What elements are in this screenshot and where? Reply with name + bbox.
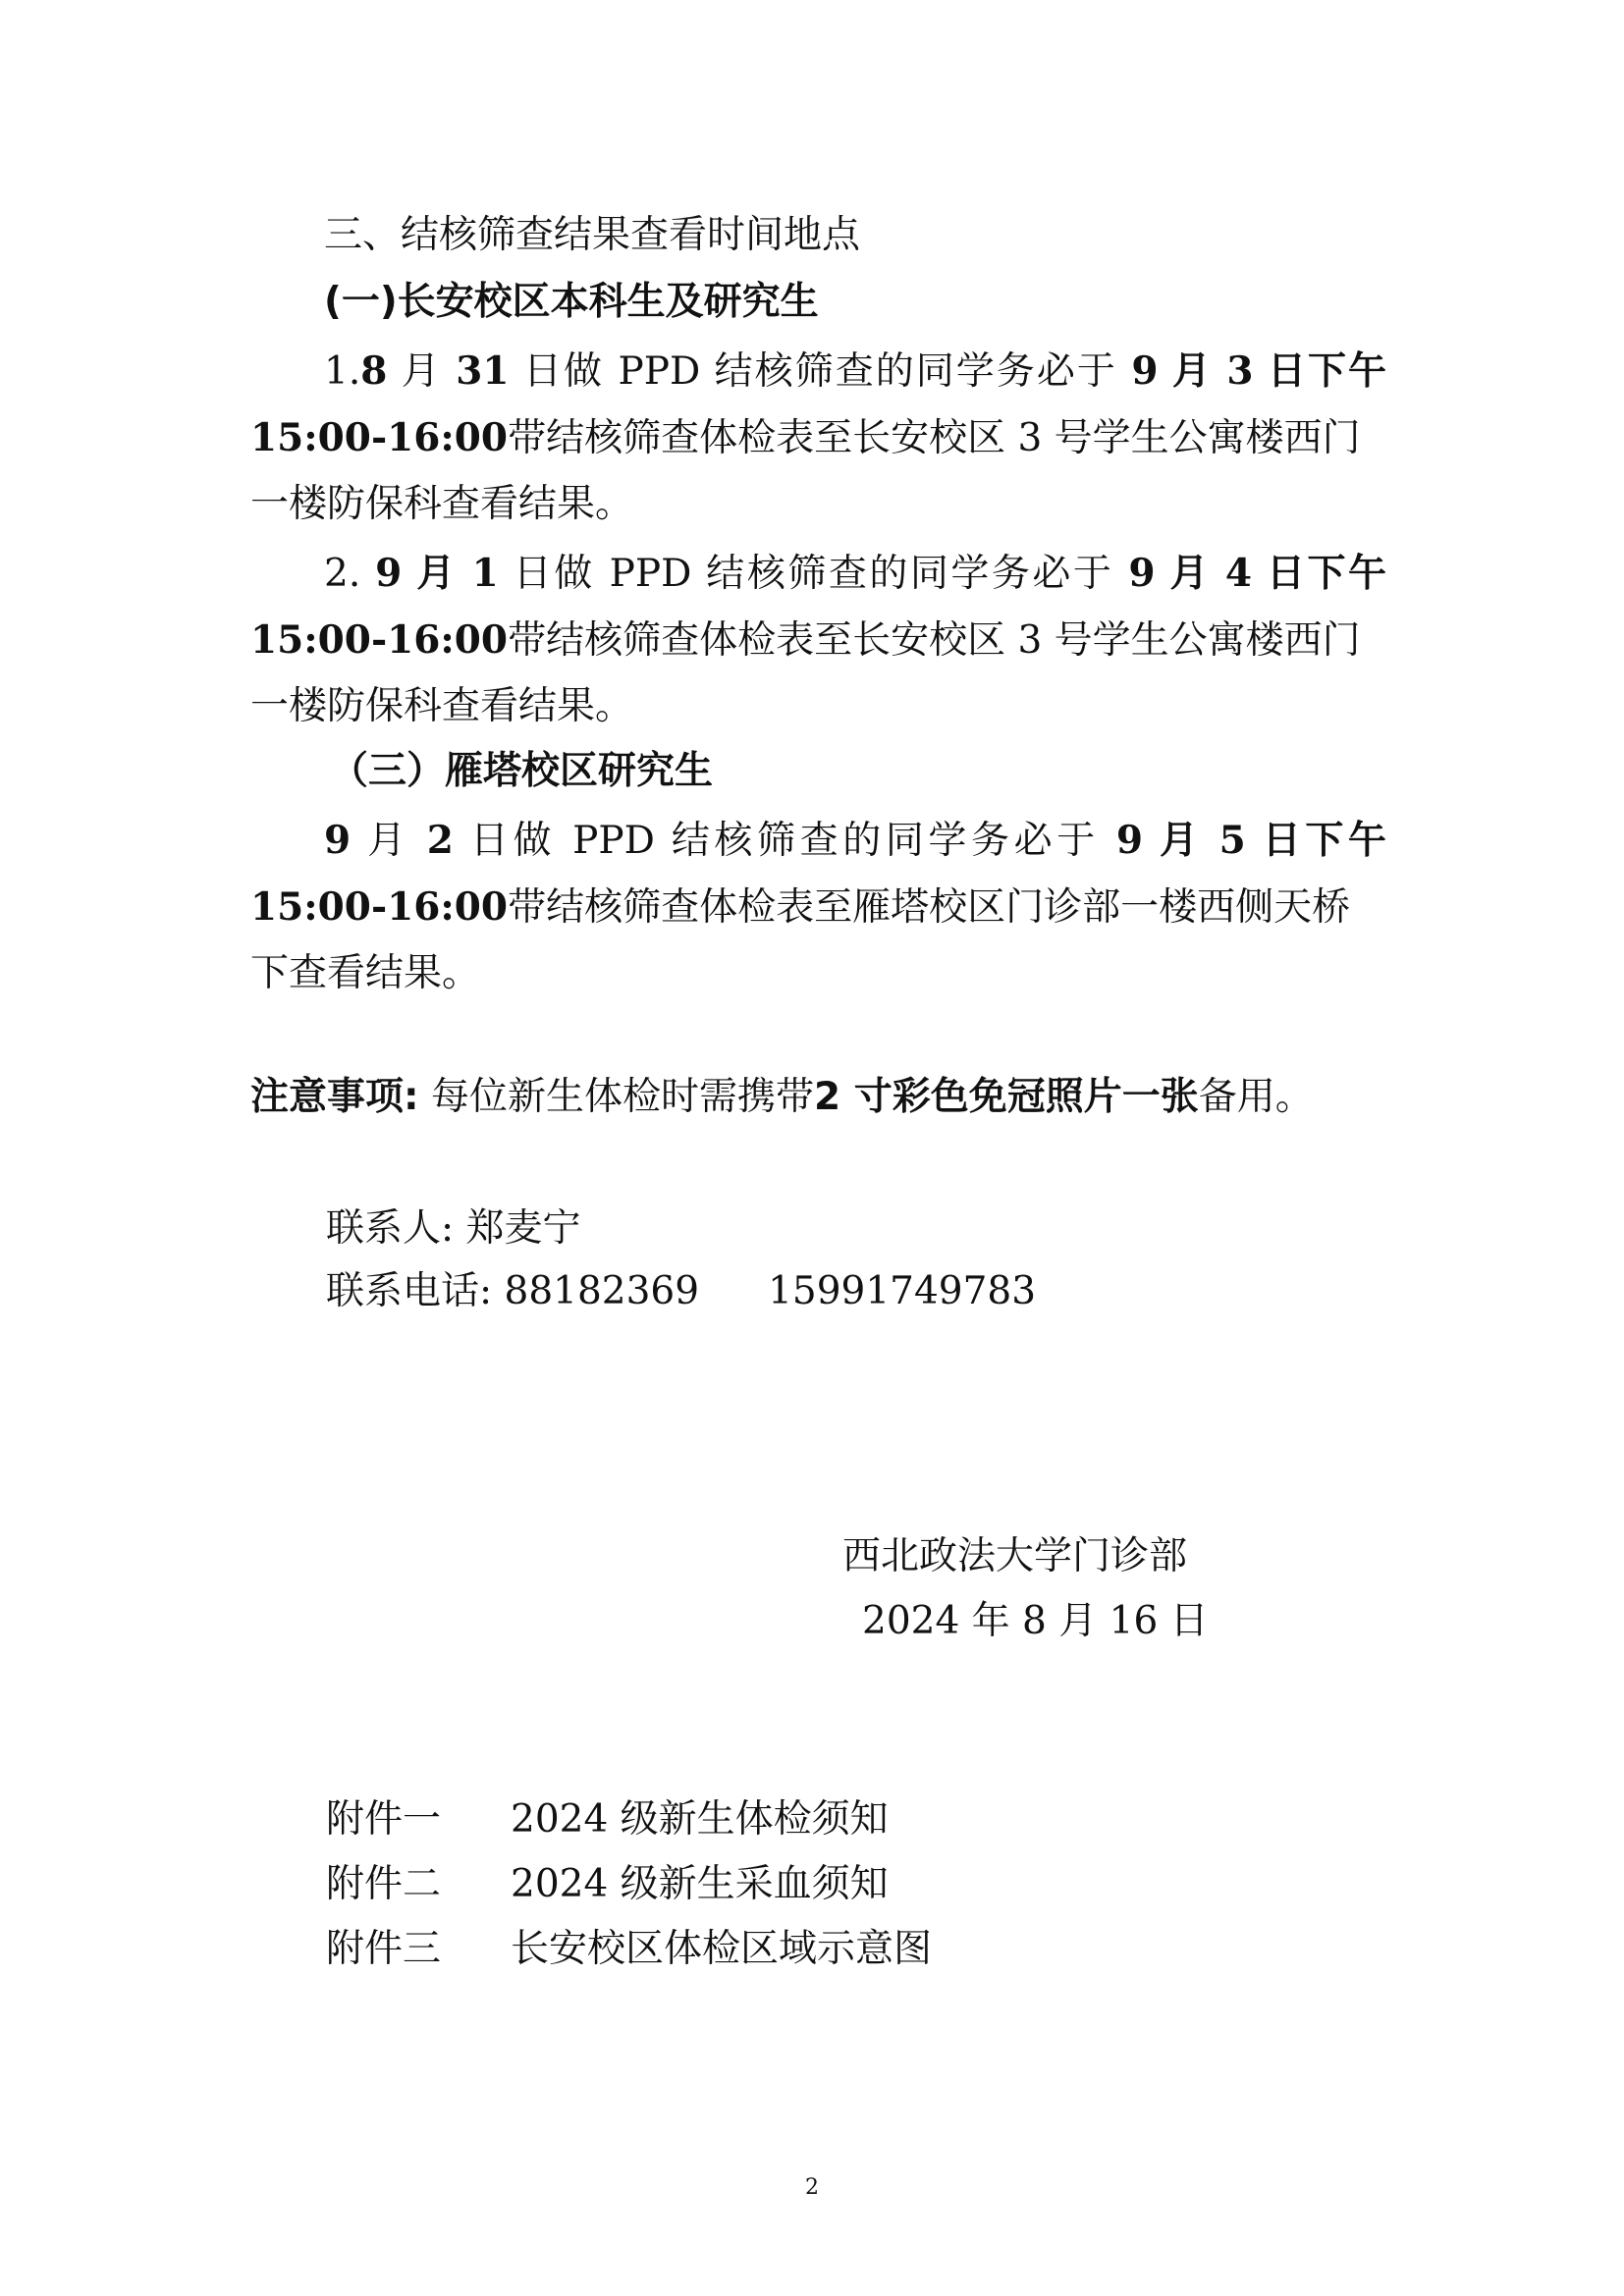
subsection-heading-yanta: （三）雁塔校区研究生: [330, 749, 714, 793]
signature-date: 2024 年 8 月 16 日: [862, 1599, 1209, 1643]
item3-text: 日做 PPD 结核筛查的同学务必于: [469, 819, 1100, 863]
item3-line1: [324, 817, 1386, 865]
item3-text: 月: [1159, 818, 1203, 863]
item2-text: 日下午: [1266, 551, 1386, 596]
item1-month: 8: [360, 348, 388, 394]
item1-text: 月: [401, 349, 442, 394]
item2-text: 月: [416, 551, 458, 596]
item2-text: 月: [1169, 551, 1211, 596]
item2-line2: [250, 616, 1361, 665]
item2-line3: 一楼防保科查看结果。: [250, 684, 634, 728]
attachment-name: 2024 级新生采血须知: [511, 1862, 889, 1906]
item3-day: 2: [426, 818, 454, 863]
item1-text: 日下午: [1267, 348, 1387, 394]
notice: [250, 1074, 1314, 1121]
item1-time: 15:00-16:00: [250, 415, 509, 460]
contact-person: [326, 1205, 581, 1253]
item1-line1: [324, 347, 1386, 396]
signature-org: 西北政法大学门诊部: [842, 1534, 1188, 1578]
item2-result-day: 4: [1224, 551, 1253, 596]
attachment-item: [326, 1796, 889, 1843]
attachment-label: 附件三: [326, 1927, 442, 1971]
item3-location: 带结核筛查体检表至雁塔校区门诊部一楼西侧天桥: [508, 885, 1351, 930]
item2-result-month: 9: [1128, 551, 1156, 596]
attachment-name: 长安校区体检区域示意图: [511, 1927, 933, 1971]
notice-text: 每位新生体检时需携带: [431, 1075, 815, 1119]
attachment-label: 附件二: [326, 1862, 442, 1906]
item1-result-month: 9: [1131, 348, 1159, 394]
item1-result-day: 3: [1226, 348, 1254, 394]
attachment-label: 附件一: [326, 1797, 442, 1842]
item1-number: 1.: [324, 349, 361, 394]
item3-result-day: 5: [1218, 818, 1246, 863]
notice-text-end: 备用。: [1198, 1075, 1314, 1119]
item1-line3: 一楼防保科查看结果。: [250, 482, 634, 526]
section-heading: 三、结核筛查结果查看时间地点: [324, 213, 861, 257]
subsection-heading-changan: (一)长安校区本科生及研究生: [324, 280, 819, 324]
item3-line3: 下查看结果。: [250, 951, 481, 995]
contact-phone: [326, 1268, 1036, 1315]
contact-person-name: 郑麦宁: [465, 1206, 581, 1251]
contact-person-label: 联系人:: [326, 1206, 455, 1251]
item1-text: 月: [1171, 348, 1213, 394]
attachment-item: [326, 1926, 932, 1973]
notice-photo-requirement: 2 寸彩色免冠照片一张: [814, 1075, 1199, 1119]
contact-phone-label: 联系电话:: [326, 1269, 493, 1313]
item3-text: 月: [367, 819, 410, 863]
item3-text: 日下午: [1262, 818, 1386, 863]
item2-number: 2.: [324, 552, 361, 596]
page-number: 2: [805, 2175, 819, 2200]
attachment-name: 2024 级新生体检须知: [511, 1797, 889, 1842]
item3-line2: [250, 883, 1350, 932]
item3-result-month: 9: [1115, 818, 1143, 863]
item2-text: 日做 PPD 结核筛查的同学务必于: [513, 552, 1114, 596]
item1-location: 带结核筛查体检表至长安校区 3 号学生公寓楼西门: [508, 416, 1361, 460]
item2-day: 1: [471, 551, 499, 596]
contact-phone-mobile: 15991749783: [768, 1269, 1037, 1313]
attachment-item: [326, 1861, 889, 1908]
item2-month: 9: [375, 551, 403, 596]
notice-label: 注意事项:: [250, 1075, 419, 1119]
item1-day: 31: [456, 348, 510, 394]
item1-text: 日做 PPD 结核筛查的同学务必于: [522, 349, 1117, 394]
item3-time: 15:00-16:00: [250, 884, 509, 930]
item2-location: 带结核筛查体检表至长安校区 3 号学生公寓楼西门: [508, 618, 1361, 663]
item2-time: 15:00-16:00: [250, 617, 509, 663]
contact-phone-landline: 88182369: [504, 1269, 700, 1313]
item1-line2: [250, 414, 1361, 462]
item2-line1: [324, 550, 1386, 598]
item3-month: 9: [324, 818, 352, 863]
